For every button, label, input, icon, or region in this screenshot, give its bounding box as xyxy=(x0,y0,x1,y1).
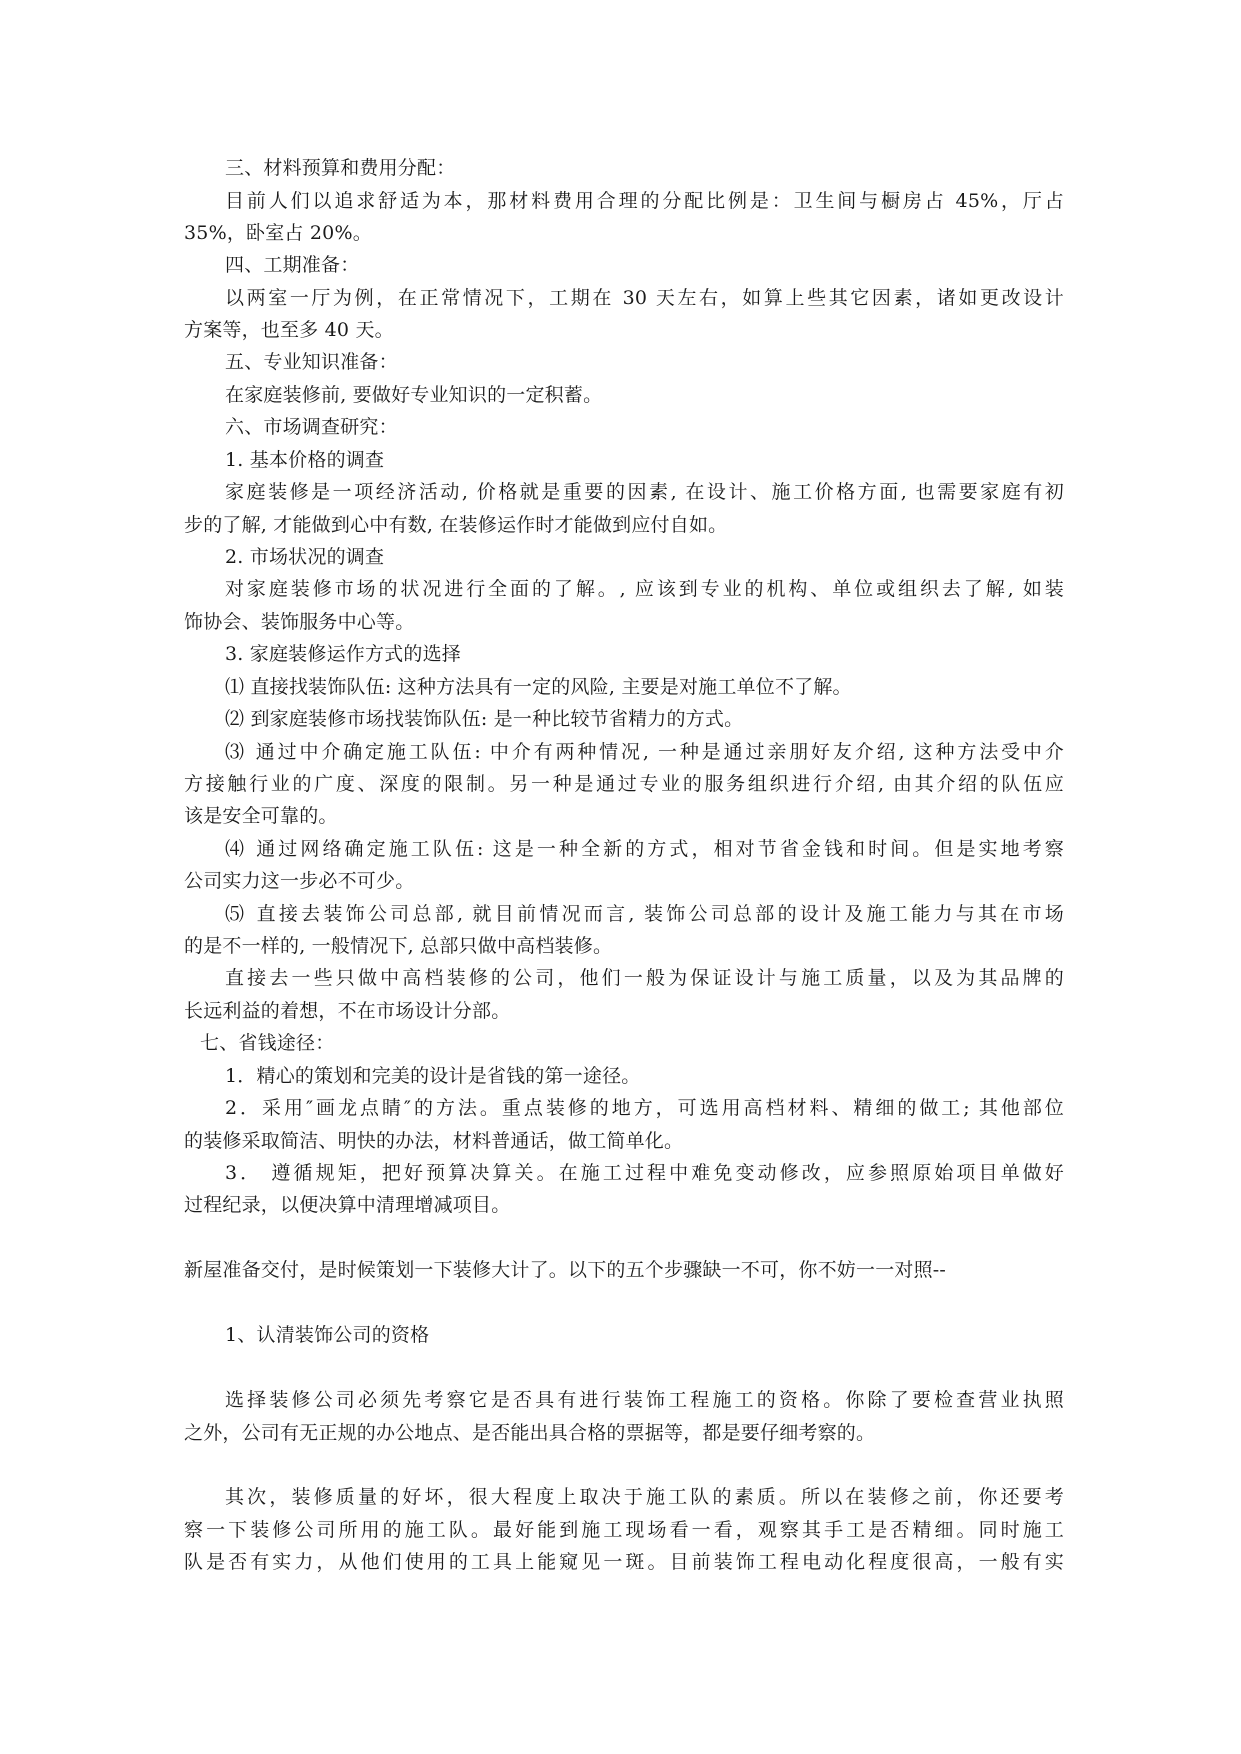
paragraph-line: 该是安全可靠的。 xyxy=(184,805,338,827)
paragraph-line: 选择装修公司必须先考察它是否具有进行装饰工程施工的资格。你除了要检查营业执照 xyxy=(225,1389,1064,1411)
paragraph-line: 过程纪录，以便决算中清理增减项目。 xyxy=(184,1194,511,1216)
section-heading-4: 四、工期准备： xyxy=(225,254,360,276)
subheading: 3. 家庭装修运作方式的选择 xyxy=(225,643,461,665)
subheading: 1. 基本价格的调查 xyxy=(225,449,385,471)
subheading: 2. 市场状况的调查 xyxy=(225,546,385,568)
list-item: ⑶ 通过中介确定施工队伍: 中介有两种情况, 一种是通过亲朋好友介绍, 这种方法受中介 xyxy=(225,741,1064,763)
paragraph-line: 察一下装修公司所用的施工队。最好能到施工现场看一看，观察其手工是否精细。同时施工 xyxy=(184,1519,1064,1541)
paragraph-line: 队是否有实力，从他们使用的工具上能窥见一斑。目前装饰工程电动化程度很高，一般有实 xyxy=(184,1551,1064,1573)
paragraph-line: 以两室一厅为例，在正常情况下，工期在 30 天左右，如算上些其它因素，诸如更改设计 xyxy=(225,287,1064,309)
paragraph-line: 家庭装修是一项经济活动, 价格就是重要的因素, 在设计、施工价格方面, 也需要家庭有初 xyxy=(225,481,1064,503)
section-heading-5: 五、专业知识准备： xyxy=(225,351,398,373)
paragraph-line: 的装修采取简洁、明快的办法，材料普通话，做工简单化。 xyxy=(184,1130,684,1152)
paragraph-line: 直接去一些只做中高档装修的公司，他们一般为保证设计与施工质量，以及为其品牌的 xyxy=(225,967,1064,989)
intro-line: 新屋准备交付，是时候策划一下装修大计了。以下的五个步骤缺一不可，你不妨一一对照-- xyxy=(184,1259,947,1281)
section-heading-6: 六、市场调查研究： xyxy=(225,416,398,438)
paragraph-line: 对家庭装修市场的状况进行全面的了解。, 应该到专业的机构、单位或组织去了解, 如装 xyxy=(225,578,1064,600)
paragraph-line: 方案等，也至多 40 天。 xyxy=(184,319,394,341)
paragraph-line: 长远利益的着想，不在市场设计分部。 xyxy=(184,1000,511,1022)
list-item: ⑷ 通过网络确定施工队伍: 这是一种全新的方式，相对节省金钱和时间。但是实地考察 xyxy=(225,838,1064,860)
section-heading-7: 七、省钱途径： xyxy=(200,1032,335,1054)
paragraph-line: 步的了解, 才能做到心中有数, 在装修运作时才能做到应付自如。 xyxy=(184,514,728,536)
section-heading-3: 三、材料预算和费用分配： xyxy=(225,157,456,179)
paragraph-line: 在家庭装修前, 要做好专业知识的一定积蓄。 xyxy=(225,384,603,406)
paragraph-line: 公司实力这一步必不可少。 xyxy=(184,870,415,892)
section-heading-1: 1、认清装饰公司的资格 xyxy=(225,1324,430,1346)
paragraph-line: 方接触行业的广度、深度的限制。另一种是通过专业的服务组织进行介绍, 由其介绍的队伍应 xyxy=(184,773,1064,795)
list-item: 2．采用″画龙点睛″的方法。重点装修的地方，可选用高档材料、精细的做工; 其他部位 xyxy=(225,1097,1064,1119)
paragraph-line: 饰协会、装饰服务中心等。 xyxy=(184,611,415,633)
list-item: ⑴ 直接找装饰队伍: 这种方法具有一定的风险, 主要是对施工单位不了解。 xyxy=(225,676,852,698)
paragraph-line: 目前人们以追求舒适为本，那材料费用合理的分配比例是：卫生间与橱房占 45%，厅占 xyxy=(225,190,1064,212)
paragraph-line: 之外，公司有无正规的办公地点、是否能出具合格的票据等，都是要仔细考察的。 xyxy=(184,1422,876,1444)
list-item: ⑸ 直接去装饰公司总部, 就目前情况而言, 装饰公司总部的设计及施工能力与其在市场 xyxy=(225,903,1064,925)
list-item: ⑵ 到家庭装修市场找装饰队伍: 是一种比较节省精力的方式。 xyxy=(225,708,744,730)
paragraph-line: 35%，卧室占 20%。 xyxy=(184,222,372,244)
list-item: 3． 遵循规矩，把好预算决算关。在施工过程中难免变动修改，应参照原始项目单做好 xyxy=(225,1162,1064,1184)
list-item: 1．精心的策划和完美的设计是省钱的第一途径。 xyxy=(225,1065,641,1087)
paragraph-line: 其次，装修质量的好坏，很大程度上取决于施工队的素质。所以在装修之前，你还要考 xyxy=(225,1486,1064,1508)
paragraph-line: 的是不一样的, 一般情况下, 总部只做中高档装修。 xyxy=(184,935,613,957)
